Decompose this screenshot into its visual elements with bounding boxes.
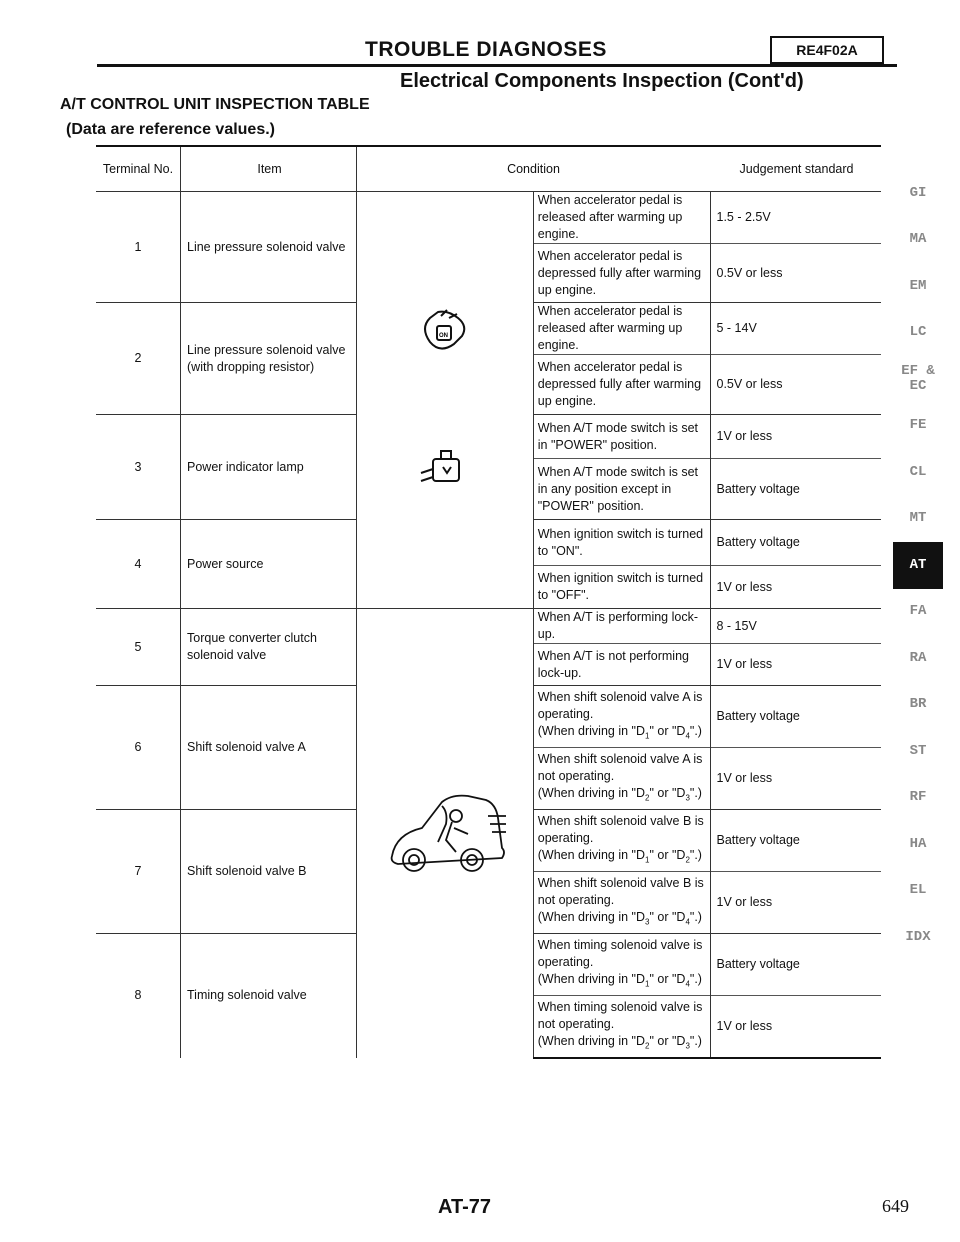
condition-cell: [533, 686, 710, 748]
gear-subscript: 2: [645, 1041, 650, 1050]
condition-text: When shift solenoid valve A is not operating.: [537, 751, 703, 783]
condition-text: When timing solenoid valve is operating.: [537, 937, 703, 969]
judgement-cell: 1.5 - 2.5V: [710, 192, 881, 244]
tab-rf[interactable]: RF: [909, 789, 927, 806]
condition-text: ".): [689, 723, 702, 738]
header-rule: [97, 64, 897, 67]
condition-cell: When ignition switch is turned to "ON".: [533, 520, 710, 566]
terminal-cell: 6: [96, 686, 181, 810]
condition-text: When timing solenoid valve is not operating.: [537, 999, 703, 1031]
header-judgement: Judgement standard: [710, 146, 881, 192]
inspection-table: [96, 145, 881, 1059]
header-terminal: Terminal No.: [96, 146, 181, 192]
condition-text: (When driving in "D: [537, 909, 646, 924]
condition-text: " or "D: [649, 723, 686, 738]
condition-text: " or "D: [649, 785, 686, 800]
condition-text: ".): [689, 971, 702, 986]
condition-cell: When A/T is not performing lock-up.: [533, 644, 710, 686]
gear-subscript: 3: [685, 1041, 690, 1050]
tab-gi[interactable]: GI: [909, 184, 927, 201]
item-cell: Shift solenoid valve A: [181, 686, 357, 810]
condition-text: When shift solenoid valve B is operating.: [537, 813, 704, 845]
condition-cell: [533, 748, 710, 810]
condition-cell: When accelerator pedal is released after warming up engine.: [533, 303, 710, 355]
gear-subscript: 1: [645, 855, 650, 865]
table-header-row: [96, 146, 881, 192]
reference-note: (Data are reference values.): [66, 121, 275, 138]
gear-subscript: 1: [645, 731, 650, 741]
item-cell: Torque converter clutch solenoid valve: [181, 609, 357, 686]
terminal-cell: 7: [96, 810, 181, 934]
terminal-cell: 1: [96, 192, 181, 303]
connector-probe-icon: [385, 445, 505, 495]
judgement-cell: Battery voltage: [710, 520, 881, 566]
condition-text: When shift solenoid valve A is operating.: [537, 689, 703, 721]
tab-fe[interactable]: FE: [909, 417, 927, 434]
gear-subscript: 2: [685, 855, 690, 865]
judgement-cell: 1V or less: [710, 748, 881, 810]
condition-text: " or "D: [649, 847, 686, 862]
judgement-cell: Battery voltage: [710, 686, 881, 748]
terminal-cell: 2: [96, 303, 181, 415]
tab-idx[interactable]: IDX: [905, 928, 931, 945]
tab-fa[interactable]: FA: [909, 603, 927, 620]
gear-subscript: 1: [645, 979, 650, 989]
page-code: AT-77: [438, 1196, 491, 1218]
model-code-badge: RE4F02A: [770, 36, 884, 64]
tab-ma[interactable]: MA: [909, 231, 927, 248]
item-cell: Line pressure solenoid valve: [181, 192, 357, 303]
terminal-cell: 8: [96, 934, 181, 1058]
tab-ra[interactable]: RA: [909, 649, 927, 666]
tab-cl[interactable]: CL: [909, 463, 927, 480]
page-number: 649: [882, 1196, 909, 1216]
item-cell: Timing solenoid valve: [181, 934, 357, 1058]
judgement-cell: 1V or less: [710, 872, 881, 934]
condition-text: When shift solenoid valve B is not operating.: [537, 875, 704, 907]
gear-subscript: 3: [645, 917, 650, 927]
item-cell: Power indicator lamp: [181, 415, 357, 520]
terminal-cell: 5: [96, 609, 181, 686]
condition-cell: When accelerator pedal is depressed fully after warming up engine.: [533, 244, 710, 303]
tab-st[interactable]: ST: [909, 742, 927, 759]
judgement-cell: 1V or less: [710, 415, 881, 459]
condition-text: (When driving in "D: [537, 785, 646, 800]
judgement-cell: 0.5V or less: [710, 355, 881, 415]
judgement-cell: 0.5V or less: [710, 244, 881, 303]
condition-text: (When driving in "D: [537, 1033, 646, 1048]
page-title: TROUBLE DIAGNOSES: [365, 38, 607, 61]
item-cell: Shift solenoid valve B: [181, 810, 357, 934]
item-cell: Line pressure solenoid valve (with dropping resistor): [181, 303, 357, 415]
condition-cell: When A/T is performing lock-up.: [533, 609, 710, 644]
tab-ef-ec[interactable]: EF & EC: [901, 363, 935, 395]
svg-text:ON: ON: [438, 333, 448, 339]
gear-subscript: 3: [685, 793, 690, 803]
condition-cell: When A/T mode switch is set in any position except in "POWER" position.: [533, 459, 710, 520]
tab-ha[interactable]: HA: [909, 835, 927, 852]
page-subtitle: Electrical Components Inspection (Cont'd): [400, 70, 804, 92]
judgement-cell: 1V or less: [710, 644, 881, 686]
icon-cell-ignition: [357, 192, 534, 609]
condition-cell: [533, 996, 710, 1058]
condition-cell: When accelerator pedal is released after warming up engine.: [533, 192, 710, 244]
tab-br[interactable]: BR: [909, 696, 927, 713]
driving-car-icon: [380, 776, 510, 886]
judgement-cell: 1V or less: [710, 996, 881, 1058]
condition-text: ".): [689, 1033, 702, 1048]
tab-mt[interactable]: MT: [909, 510, 927, 527]
item-cell: Power source: [181, 520, 357, 609]
condition-text: ".): [689, 785, 702, 800]
condition-text: (When driving in "D: [537, 847, 646, 862]
condition-cell: [533, 810, 710, 872]
ignition-on-icon: [385, 300, 505, 440]
condition-text: ".): [689, 909, 702, 924]
section-title: A/T CONTROL UNIT INSPECTION TABLE: [60, 96, 370, 113]
gear-subscript: 4: [685, 917, 690, 927]
inspection-table-wrap: [96, 145, 881, 1050]
condition-cell: [533, 934, 710, 996]
condition-text: (When driving in "D: [537, 971, 646, 986]
judgement-cell: Battery voltage: [710, 934, 881, 996]
judgement-cell: 5 - 14V: [710, 303, 881, 355]
icon-cell-car: [357, 609, 534, 1058]
section-tab-strip: [893, 170, 943, 961]
judgement-cell: Battery voltage: [710, 810, 881, 872]
terminal-cell: 3: [96, 415, 181, 520]
condition-cell: [533, 872, 710, 934]
judgement-cell: 1V or less: [710, 566, 881, 609]
tab-el[interactable]: EL: [909, 882, 927, 899]
condition-text: (When driving in "D: [537, 723, 646, 738]
gear-subscript: 4: [685, 731, 690, 741]
tab-at[interactable]: AT: [893, 542, 943, 589]
gear-subscript: 2: [645, 793, 650, 803]
header-item: Item: [181, 146, 357, 192]
condition-cell: When A/T mode switch is set in "POWER" position.: [533, 415, 710, 459]
judgement-cell: 8 - 15V: [710, 609, 881, 644]
table-row: [96, 192, 881, 244]
condition-cell: When accelerator pedal is depressed fully after warming up engine.: [533, 355, 710, 415]
judgement-cell: Battery voltage: [710, 459, 881, 520]
tab-lc[interactable]: LC: [909, 324, 927, 341]
condition-text: " or "D: [649, 909, 686, 924]
condition-text: ".): [689, 847, 702, 862]
terminal-cell: 4: [96, 520, 181, 609]
condition-cell: When ignition switch is turned to "OFF".: [533, 566, 710, 609]
header-condition: Condition: [357, 146, 711, 192]
tab-em[interactable]: EM: [909, 277, 927, 294]
gear-subscript: 4: [685, 979, 690, 989]
condition-text: " or "D: [649, 971, 686, 986]
condition-text: " or "D: [649, 1033, 686, 1048]
table-row: [96, 609, 881, 644]
